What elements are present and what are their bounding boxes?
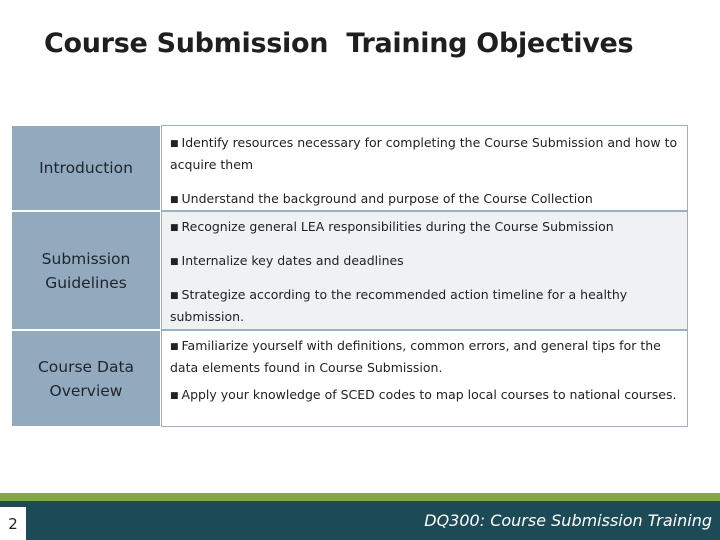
square-bullet-icon: ■ bbox=[170, 391, 179, 401]
square-bullet-icon: ■ bbox=[170, 291, 179, 301]
page-number: 2 bbox=[0, 507, 26, 540]
section-label-text: Submission Guidelines bbox=[41, 249, 131, 292]
square-bullet-icon: ■ bbox=[170, 342, 179, 352]
section-label-text: Introduction bbox=[39, 159, 133, 177]
square-bullet-icon: ■ bbox=[170, 195, 179, 205]
section-label-course-data-overview bbox=[11, 330, 161, 427]
square-bullet-icon: ■ bbox=[170, 257, 179, 267]
footer-accent-bar bbox=[0, 493, 720, 501]
bullet-item: ■ Familiarize yourself with definitions, common errors, and general tips for the data elements found in Course Submission. bbox=[170, 338, 661, 375]
slide-title: Course Submission Training Objectives bbox=[44, 28, 634, 59]
section-body-introduction bbox=[161, 125, 688, 211]
section-body-course-data-overview bbox=[161, 330, 688, 427]
footer-course-name: DQ300: Course Submission Training bbox=[424, 511, 712, 530]
square-bullet-icon: ■ bbox=[170, 223, 179, 233]
section-label-introduction bbox=[11, 125, 161, 211]
bullet-item: ■ Identify resources necessary for completing the Course Submission and how to acquire them bbox=[170, 135, 678, 172]
bullet-item: ■ Understand the background and purpose of the Course Collection bbox=[170, 191, 593, 206]
section-label-text: Course Data Overview bbox=[37, 357, 135, 400]
bullet-item: ■ Strategize according to the recommended action timeline for a healthy submission. bbox=[170, 287, 628, 324]
section-label-submission-guidelines bbox=[11, 211, 161, 330]
objectives-table bbox=[11, 125, 688, 427]
bullet-item: ■ Internalize key dates and deadlines bbox=[170, 253, 404, 268]
footer bbox=[0, 501, 720, 540]
bullet-item: ■ Apply your knowledge of SCED codes to map local courses to national courses. bbox=[170, 387, 677, 402]
section-body-submission-guidelines bbox=[161, 211, 688, 330]
square-bullet-icon: ■ bbox=[170, 139, 179, 149]
bullet-item: ■ Recognize general LEA responsibilities during the Course Submission bbox=[170, 219, 614, 234]
